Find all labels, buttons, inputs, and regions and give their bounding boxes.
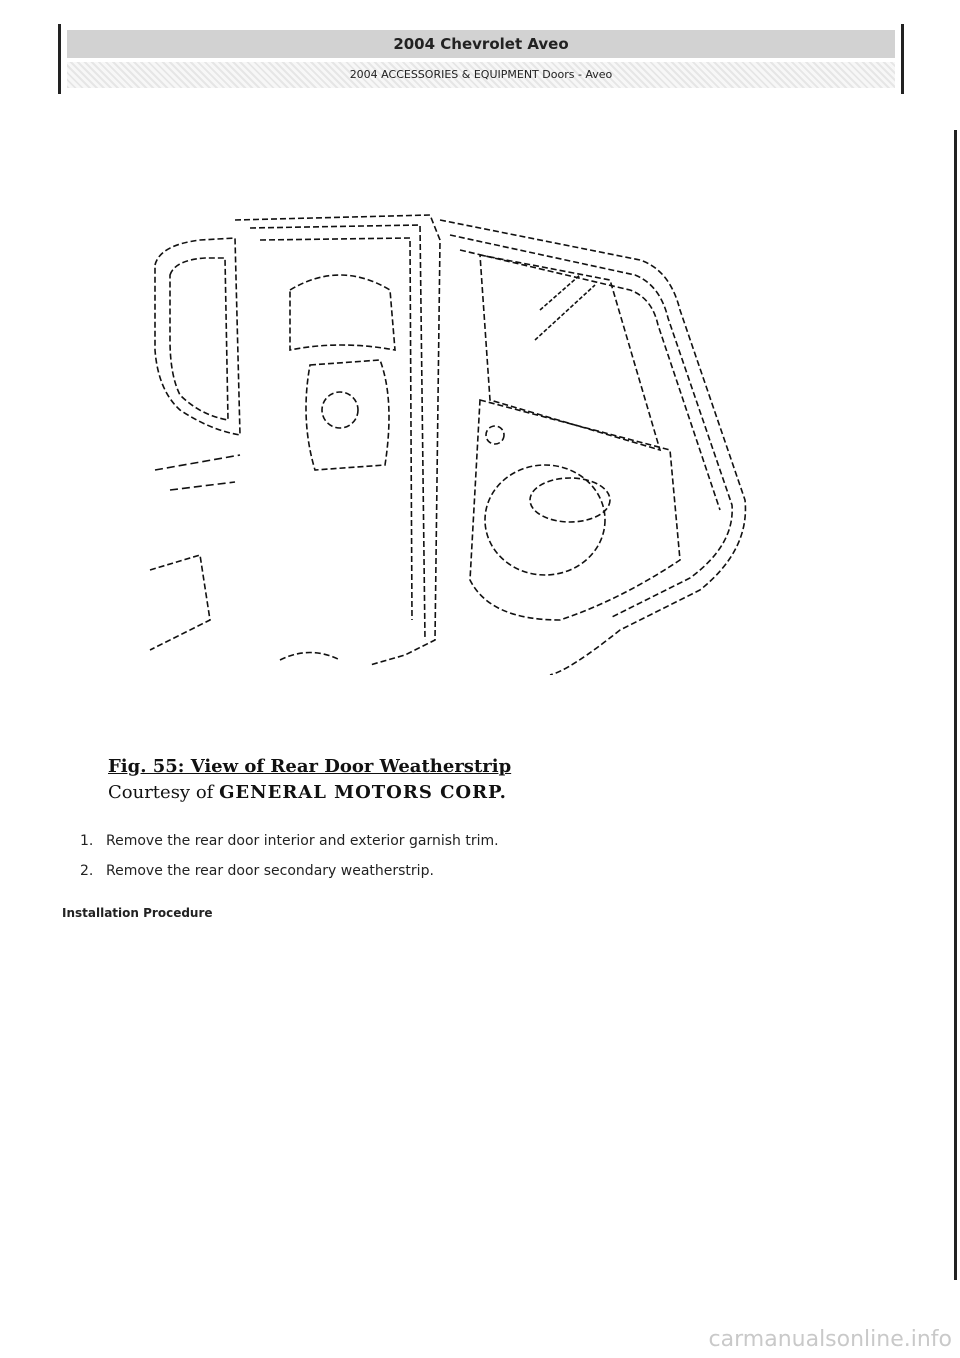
right-margin-rule	[954, 130, 957, 1280]
list-item	[62, 856, 499, 886]
page-header	[58, 24, 904, 94]
step-text: Remove the rear door secondary weatherstrip.	[106, 863, 434, 879]
figure-caption	[108, 754, 511, 806]
installation-procedure-heading: Installation Procedure	[62, 906, 213, 920]
removal-steps	[62, 826, 499, 886]
site-watermark: carmanualsonline.info	[708, 1327, 952, 1352]
credit-prefix: Courtesy of	[108, 782, 214, 803]
step-text: Remove the rear door interior and exterior garnish trim.	[106, 833, 499, 849]
step-number: 2.	[80, 863, 94, 879]
step-number: 1.	[80, 833, 94, 849]
credit-org: GENERAL MOTORS CORP.	[219, 782, 507, 803]
header-title: 2004 Chevrolet Aveo	[67, 30, 895, 58]
rear-door-weatherstrip-illustration	[140, 200, 760, 675]
figure-title: Fig. 55: View of Rear Door Weatherstrip	[108, 756, 512, 777]
list-item	[62, 826, 499, 856]
header-subtitle: 2004 ACCESSORIES & EQUIPMENT Doors - Aveo	[67, 62, 895, 88]
figure-credit	[108, 780, 511, 806]
